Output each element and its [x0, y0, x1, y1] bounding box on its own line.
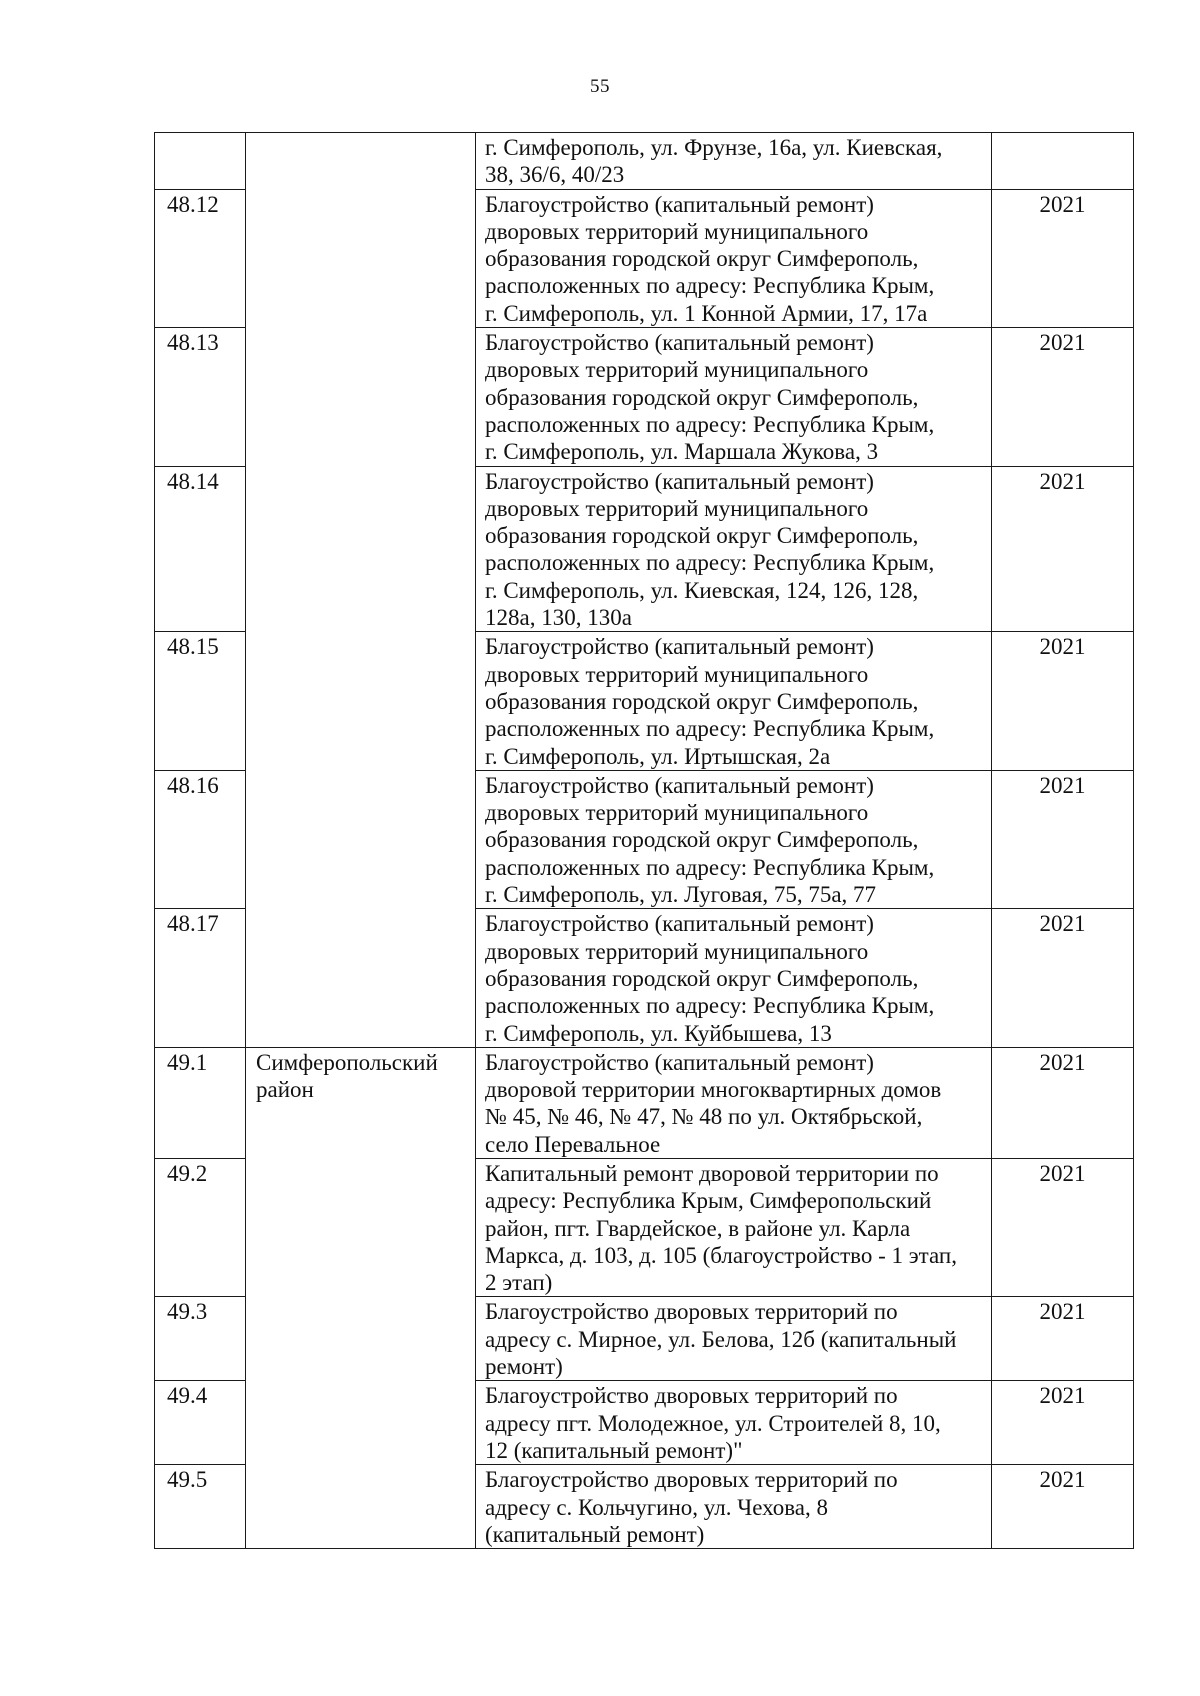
description-line: расположенных по адресу: Республика Крым, [485, 854, 935, 880]
work-description [476, 1158, 992, 1296]
description-line: образования городской округ Симферополь, [485, 384, 919, 410]
district-line: Симферопольский [256, 1049, 438, 1075]
year-cell: 2021 [992, 632, 1134, 770]
item-number: 48.16 [155, 770, 246, 908]
description-line: № 45, № 46, № 47, № 48 по ул. Октябрьской, [485, 1104, 923, 1130]
description-line: образования городской округ Симферополь, [485, 827, 919, 853]
description-line: Благоустройство (капитальный ремонт) [485, 634, 874, 660]
item-number: 49.5 [155, 1465, 246, 1549]
table-row [155, 1047, 1134, 1158]
description-line: Благоустройство (капитальный ремонт) [485, 330, 874, 356]
item-number: 48.13 [155, 328, 246, 466]
description-line: Благоустройство (капитальный ремонт) [485, 772, 874, 798]
work-description [476, 328, 992, 466]
item-number [155, 133, 246, 190]
description-line: Капитальный ремонт дворовой территории по [485, 1160, 939, 1186]
description-line: расположенных по адресу: Республика Крым, [485, 550, 935, 576]
description-line: Благоустройство (капитальный ремонт) [485, 1049, 874, 1075]
work-description [476, 466, 992, 632]
description-line: дворовых территорий муниципального [485, 218, 869, 244]
description-line: район, пгт. Гвардейское, в районе ул. Карла [485, 1215, 911, 1241]
page-number: 55 [590, 76, 610, 97]
description-line: расположенных по адресу: Республика Крым, [485, 716, 935, 742]
description-line: г. Симферополь, ул. 1 Конной Армии, 17, 17а [485, 300, 928, 326]
work-description [476, 909, 992, 1047]
year-cell: 2021 [992, 1381, 1134, 1465]
description-line: расположенных по адресу: Республика Крым, [485, 411, 935, 437]
description-line: адресу: Республика Крым, Симферопольский [485, 1188, 932, 1214]
description-line: адресу с. Кольчугино, ул. Чехова, 8 [485, 1494, 828, 1520]
year-cell: 2021 [992, 1465, 1134, 1549]
description-line: дворовой территории многоквартирных домов [485, 1077, 942, 1103]
description-line: дворовых территорий муниципального [485, 495, 869, 521]
year-cell: 2021 [992, 1297, 1134, 1381]
district-cell [246, 133, 476, 1048]
description-line: адресу пгт. Молодежное, ул. Строителей 8, 10, [485, 1410, 941, 1436]
description-line: Благоустройство (капитальный ремонт) [485, 911, 874, 937]
description-line: Маркса, д. 103, д. 105 (благоустройство - 1 этап, [485, 1242, 957, 1268]
description-line: 128а, 130, 130а [485, 605, 632, 631]
work-description [476, 1381, 992, 1465]
description-line: г. Симферополь, ул. Киевская, 124, 126, 128, [485, 577, 919, 603]
description-line: г. Симферополь, ул. Иртышская, 2а [485, 743, 831, 769]
description-line: село Перевальное [485, 1131, 661, 1157]
description-line: образования городской округ Симферополь, [485, 246, 919, 272]
description-line: адресу с. Мирное, ул. Белова, 12б (капитальный [485, 1326, 957, 1352]
district-cell [246, 1047, 476, 1548]
description-line: дворовых территорий муниципального [485, 938, 869, 964]
description-line: 38, 36/6, 40/23 [485, 162, 625, 188]
description-line: ремонт) [485, 1354, 563, 1380]
table-body [155, 133, 1134, 1549]
description-line: г. Симферополь, ул. Фрунзе, 16а, ул. Киевская, [485, 135, 943, 160]
item-number: 48.17 [155, 909, 246, 1047]
description-line: 2 этап) [485, 1270, 553, 1296]
description-line: дворовых территорий муниципального [485, 661, 869, 687]
work-description [476, 1297, 992, 1381]
description-line: (капитальный ремонт) [485, 1521, 705, 1547]
year-cell: 2021 [992, 1047, 1134, 1158]
district-line: район [256, 1077, 314, 1103]
item-number: 49.1 [155, 1047, 246, 1158]
description-line: г. Симферополь, ул. Луговая, 75, 75а, 77 [485, 882, 877, 908]
description-line: Благоустройство дворовых территорий по [485, 1299, 898, 1325]
year-cell: 2021 [992, 909, 1134, 1047]
year-cell: 2021 [992, 770, 1134, 908]
description-line: Благоустройство дворовых территорий по [485, 1467, 898, 1493]
description-line: Благоустройство дворовых территорий по [485, 1383, 898, 1409]
description-line: 12 (капитальный ремонт)" [485, 1437, 743, 1463]
item-number: 48.12 [155, 189, 246, 327]
work-description [476, 1047, 992, 1158]
description-line: Благоустройство (капитальный ремонт) [485, 468, 874, 494]
table-row [155, 133, 1134, 190]
work-description [476, 632, 992, 770]
work-description [476, 770, 992, 908]
description-line: Благоустройство (капитальный ремонт) [485, 191, 874, 217]
year-cell: 2021 [992, 466, 1134, 632]
description-line: г. Симферополь, ул. Куйбышева, 13 [485, 1020, 832, 1046]
works-table [154, 132, 1134, 1549]
description-line: образования городской округ Симферополь, [485, 688, 919, 714]
work-description [476, 1465, 992, 1549]
description-line: расположенных по адресу: Республика Крым, [485, 993, 935, 1019]
year-cell: 2021 [992, 189, 1134, 327]
item-number: 48.14 [155, 466, 246, 632]
description-line: образования городской округ Симферополь, [485, 965, 919, 991]
item-number: 49.3 [155, 1297, 246, 1381]
item-number: 49.4 [155, 1381, 246, 1465]
work-description [476, 189, 992, 327]
description-line: дворовых территорий муниципального [485, 357, 869, 383]
year-cell: 2021 [992, 1158, 1134, 1296]
item-number: 49.2 [155, 1158, 246, 1296]
description-line: расположенных по адресу: Республика Крым, [485, 273, 935, 299]
item-number: 48.15 [155, 632, 246, 770]
description-line: г. Симферополь, ул. Маршала Жукова, 3 [485, 439, 879, 465]
description-line: дворовых территорий муниципального [485, 800, 869, 826]
year-cell: 2021 [992, 328, 1134, 466]
description-line: образования городской округ Симферополь, [485, 523, 919, 549]
work-description [476, 133, 992, 190]
year-cell [992, 133, 1134, 190]
